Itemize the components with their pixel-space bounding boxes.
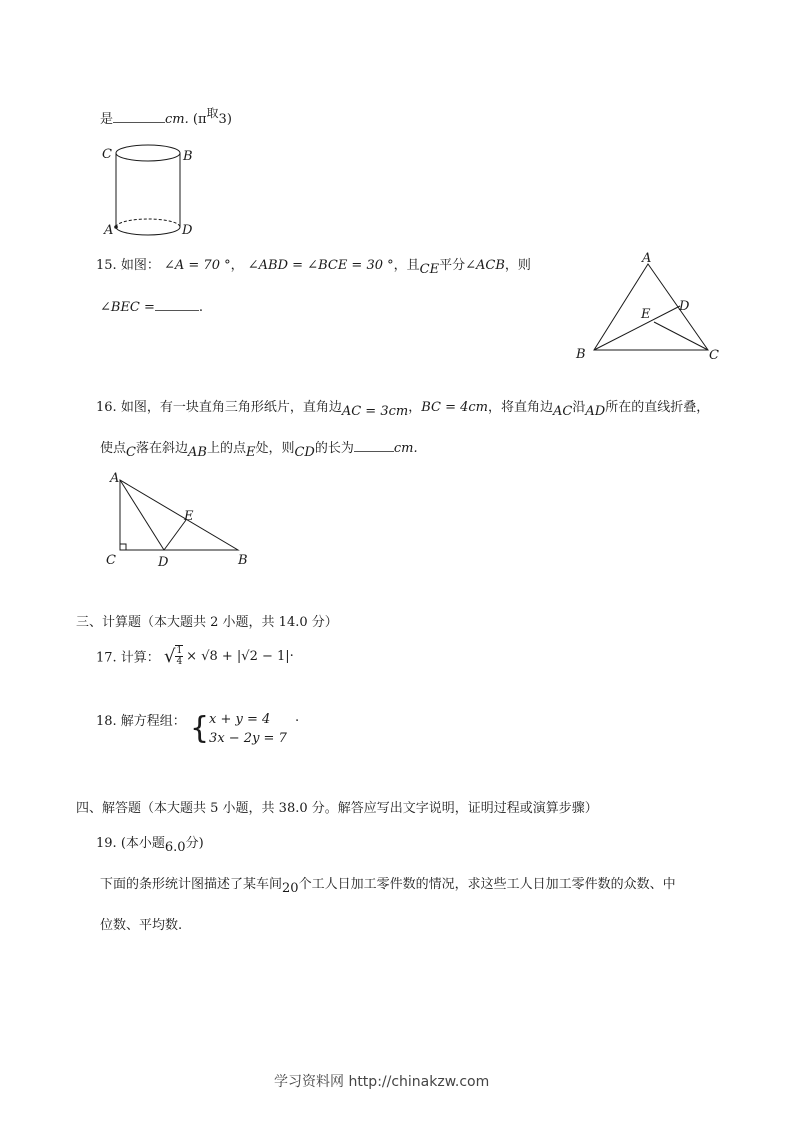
segment-de [164, 520, 186, 550]
q15-line2 [100, 298, 203, 315]
q17-frac-num: 1 [176, 646, 183, 656]
q15-end: . [198, 300, 204, 315]
q16-answer-blank [354, 439, 394, 452]
q16-text-b: ，将直角边 [488, 400, 554, 415]
q18-eq1: x + y = 4 [209, 712, 271, 727]
q14-answer-blank [113, 110, 165, 123]
q16-ad: AD [585, 404, 606, 419]
q19-score: 6.0 [164, 840, 186, 855]
point-a-dot [114, 225, 118, 229]
q14-note-close: 3) [218, 112, 232, 127]
label-a: A [642, 251, 652, 266]
q15-angles-eq: ∠ABD = ∠BCE = 30 ° [247, 258, 394, 273]
label-d: D [158, 555, 169, 570]
q16-num: 16. [96, 400, 117, 415]
q18-line [96, 710, 299, 748]
q16-bc-eq: BC = 4cm [421, 400, 489, 415]
section3-title: 三、计算题（本大题共 2 小题，共 14.0 分） [76, 615, 338, 630]
q14-line [100, 108, 232, 127]
q17-fraction [175, 645, 183, 667]
segment-ad [120, 480, 164, 550]
cylinder-bottom-front [116, 227, 180, 235]
label-d: D [182, 223, 193, 238]
cylinder-figure [98, 140, 208, 240]
q16-text-g: 处，则 [255, 441, 295, 456]
q14-note-open: (π [192, 112, 207, 127]
q19-header [96, 832, 204, 855]
q16-comma: ， [408, 400, 422, 415]
q19-text-a: 下面的条形统计图描述了某车间 [100, 877, 283, 892]
label-b: B [576, 347, 586, 362]
cylinder-top-ellipse [116, 145, 180, 161]
q15-bisects: 平分 [439, 258, 466, 273]
triangle-abc [594, 264, 708, 350]
q16-text-a: 如图，有一块直角三角形纸片，直角边 [120, 400, 342, 415]
q17-expression [164, 645, 290, 667]
q16-unit: cm. [393, 441, 418, 456]
q19-num: 19. [96, 836, 117, 851]
q18-num: 18. 解方程组： [96, 714, 186, 729]
label-b: B [238, 553, 248, 568]
q14-unit: cm. [165, 112, 189, 127]
q19-line2: 位数、平均数. [100, 918, 183, 933]
q18-eq2: 3x − 2y = 7 [209, 731, 287, 746]
q14-prefix: 是 [100, 112, 114, 127]
label-e: E [641, 307, 651, 322]
section4-title: 四、解答题（本大题共 5 小题，共 38.0 分。解答应写出文字说明，证明过程或演算步骤） [76, 801, 598, 816]
brace-icon: { [189, 711, 210, 746]
footer-watermark: 学习资料网 http://chinakzw.com [274, 1074, 490, 1090]
q15-num: 15. [96, 258, 117, 273]
q18-equations [209, 710, 287, 748]
label-c: C [106, 553, 116, 568]
q19-open: (本小题 [120, 836, 165, 851]
q16-e: E [245, 445, 256, 460]
q16-ab: AB [187, 445, 207, 460]
q17-rest: × √8 + |√2 − 1| [186, 648, 290, 664]
q16-text-d: 使点 [100, 441, 127, 456]
label-b: B [183, 149, 193, 164]
label-c: C [102, 147, 112, 162]
q15-intro: 如图： [120, 258, 160, 273]
sqrt-icon: √ [163, 645, 176, 667]
segment-bd [594, 306, 680, 350]
q15-then: ，则 [504, 258, 531, 273]
right-triangle-figure-16 [102, 468, 262, 572]
q16-ac-eq: AC = 3cm [341, 404, 409, 419]
q16-text-c: 所在的直线折叠， [605, 400, 710, 415]
q15-line1 [96, 254, 531, 277]
q16-c: C [126, 445, 136, 460]
right-angle-mark [120, 544, 126, 550]
q16-text-h: 的长为 [314, 441, 354, 456]
q17-num: 17. 计算： [96, 650, 160, 666]
q16-along: 沿 [572, 400, 586, 415]
q15-acb: ∠ACB [465, 258, 505, 273]
q18-system [190, 710, 287, 748]
label-a: A [110, 471, 120, 486]
label-c: C [709, 348, 719, 363]
label-d: D [679, 299, 690, 314]
q16-cd: CD [294, 445, 315, 460]
q16-line2 [100, 437, 418, 460]
q15-bec: ∠BEC = [100, 300, 155, 315]
q19-line1 [100, 873, 676, 896]
q16-text-e: 落在斜边 [135, 441, 188, 456]
q17-end: . [289, 645, 294, 660]
label-e: E [184, 509, 194, 524]
label-a: A [104, 223, 114, 238]
q15-sep1: ， [230, 258, 244, 273]
q16-text-f: 上的点 [206, 441, 246, 456]
q17-frac-den: 4 [176, 657, 183, 667]
triangle-acb [120, 480, 238, 550]
q15-sep2: ，且 [393, 258, 420, 273]
q15-ce: CE [419, 262, 440, 277]
q16-ac: AC [553, 404, 573, 419]
q15-angle-a: ∠A = 70 ° [163, 258, 231, 273]
q19-close: 分) [185, 836, 204, 851]
segment-ce [654, 322, 708, 350]
q17-line [96, 645, 294, 667]
cylinder-bottom-back [116, 219, 180, 227]
triangle-figure-15 [570, 248, 730, 366]
q16-line1 [96, 396, 710, 419]
q15-answer-blank [155, 298, 199, 311]
q14-note-sup: 取 [206, 106, 219, 120]
q18-end: . [295, 710, 300, 725]
q19-text-b: 个工人日加工零件数的情况，求这些工人日加工零件数的众数、中 [298, 877, 676, 892]
q19-count: 20 [282, 881, 299, 896]
